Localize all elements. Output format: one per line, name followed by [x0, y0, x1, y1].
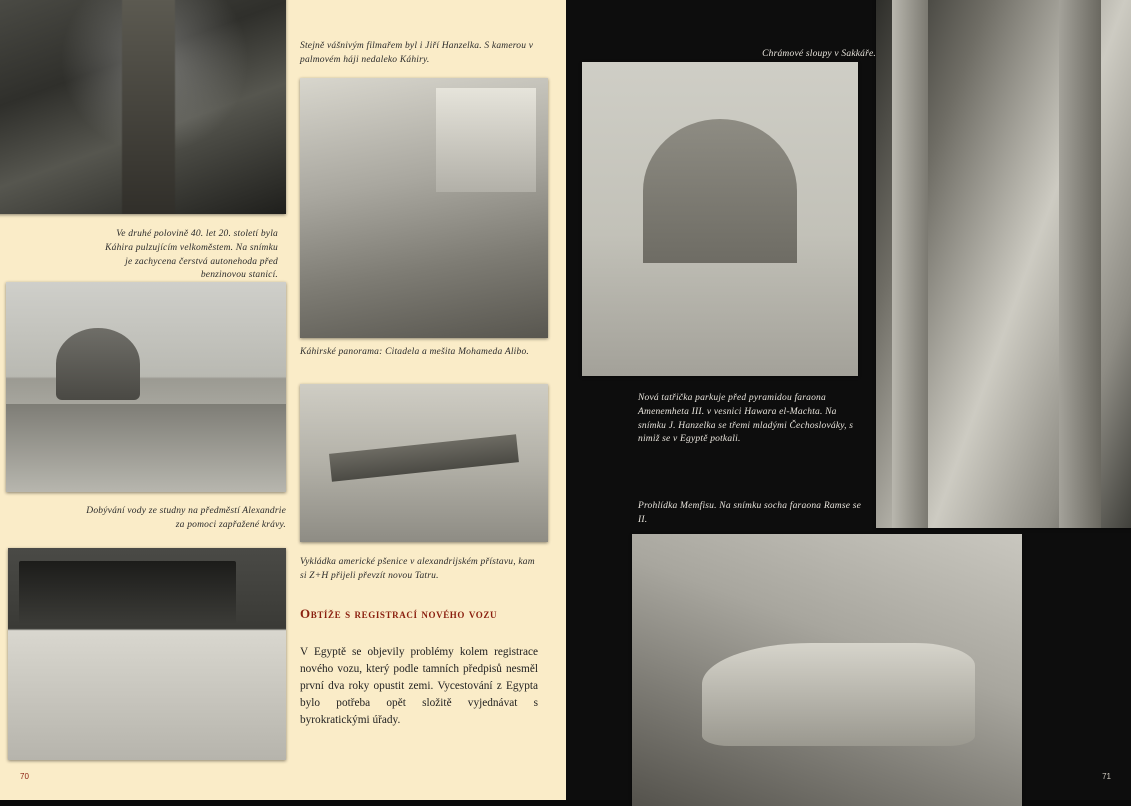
caption-alexandria-well: Dobývání vody ze studny na předměstí Alexandrie za pomoci zapřažené krávy.: [86, 506, 286, 530]
photo-grain: [300, 384, 548, 542]
photo-palm-grove: [0, 0, 286, 214]
section-heading: Obtíže s registrací nového vozu: [300, 606, 498, 621]
right-page: [566, 0, 1131, 800]
caption-hanzelka-palm: Stejně vášnivým filmařem byl i Jiří Hanzelka. S kamerou v palmovém háji nedaleko Káhiry.: [300, 41, 534, 65]
photo-grain: [8, 548, 286, 760]
left-page: [0, 0, 566, 800]
caption-hawara-pyramid: Nová tatřička parkuje před pyramidou faraona Amenemheta III. v vesnici Hawara el-Machta. Na snímku J. Hanzelka se třemi mladými Čechoslováky, s nimiž se v Egyptě potkali.: [638, 393, 854, 445]
caption-sakkara-columns: Chrámové sloupy v Sakkáře.: [762, 49, 876, 59]
photo-grain: [632, 534, 1022, 806]
photo-grain: [582, 62, 858, 376]
photo-grain: [300, 78, 548, 338]
caption-memphis: Prohlídka Memfisu. Na snímku socha faraona Ramse se II.: [638, 501, 862, 525]
page-number-left: 70: [20, 772, 29, 781]
photo-hawara-pyramid: [582, 62, 858, 376]
section-paragraph: V Egyptě se objevily problémy kolem registrace nového vozu, který podle tamních předpisů nesměl první dva roky opustit zemi. Vycestování z Egypta bylo potřeba opět složitě vyjednávat s byrokratickými úřady.: [300, 646, 538, 726]
photo-grain: [6, 282, 286, 492]
photo-memphis-statue: [632, 534, 1022, 806]
photo-citadel: [6, 282, 286, 492]
photo-sakkara-columns: [876, 0, 1131, 528]
photo-sakia-well: [300, 384, 548, 542]
page-number-right: 71: [1102, 772, 1111, 781]
photo-ship-wheat: [8, 548, 286, 760]
caption-wheat-port: Vykládka americké pšenice v alexandrijském přístavu, kam si Z+H přijeli převzít novou Tatru.: [300, 557, 535, 581]
caption-cairo-metropolis: Ve druhé polovině 40. let 20. století byla Káhira pulzujícím velkoměstem. Na snímku je zachycena čerstvá autonehoda před benzinovou stanicí.: [105, 229, 278, 281]
photo-grain: [876, 0, 1131, 528]
caption-citadel: Káhirské panorama: Citadela a mešita Mohameda Alibo.: [300, 347, 529, 357]
photo-cairo-street: [300, 78, 548, 338]
photo-grain: [0, 0, 286, 214]
